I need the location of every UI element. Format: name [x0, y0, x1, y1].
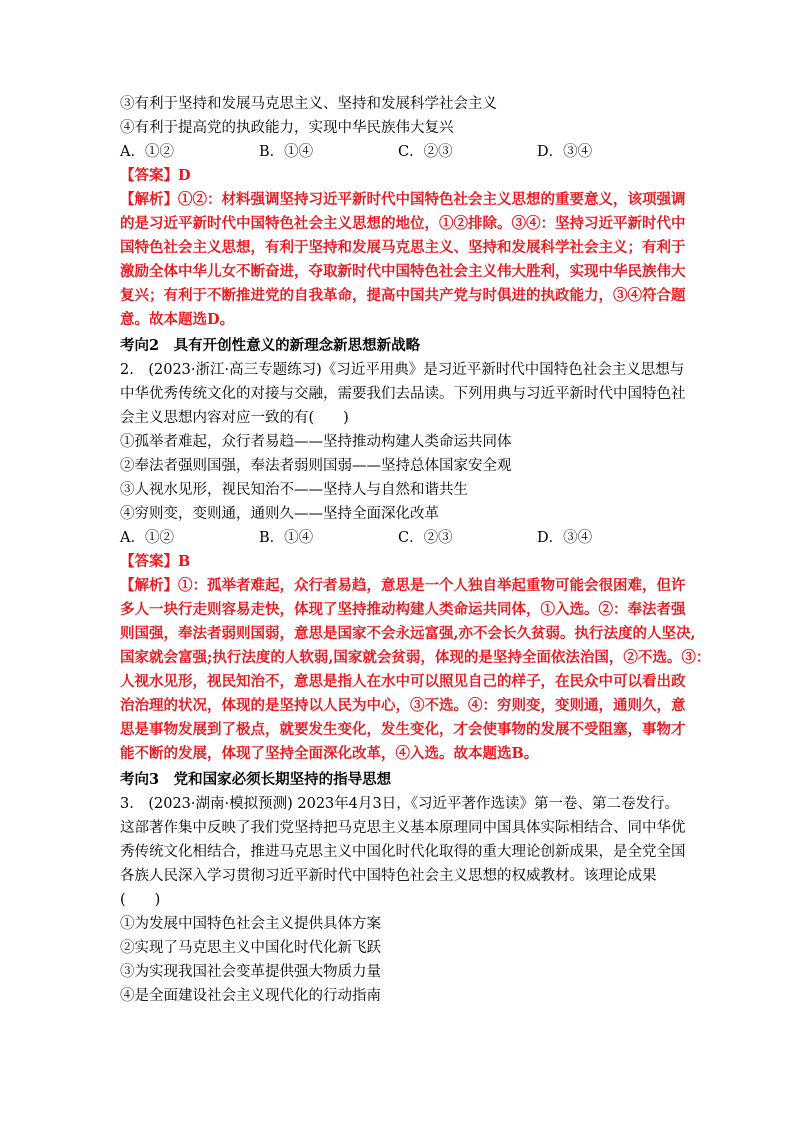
q2-answer-value: B — [178, 553, 191, 570]
q1-analysis-line: 意。故本题选D。 — [120, 311, 235, 328]
q2-choice-1: ①孤举者难起，众行者易趋——坚持推动构建人类命运共同体 — [120, 434, 512, 450]
section-3-title: 考向3 党和国家必须长期坚持的指导思想 — [120, 771, 392, 788]
q1-option-c: C．②③ — [398, 144, 453, 160]
q2-option-a: A．①② — [120, 530, 174, 546]
q1-answer — [120, 164, 682, 188]
q2-stem-line: 2. (2023·浙江·高三专题练习)《习近平用典》是习近平新时代中国特色社会主义思想与 — [120, 362, 685, 378]
q1-option-a: A．①② — [120, 144, 174, 160]
q1-answer-value: D — [178, 167, 191, 184]
q2-stem-line: 会主义思想内容对应一致的有( ) — [120, 410, 349, 426]
q2-analysis-line: 多人一块行走则容易走快，体现了坚持推动构建人类命运共同体，①入选。②：奉法者强 — [120, 601, 686, 618]
q2-option-c: C．②③ — [398, 530, 453, 546]
q1-choice-3: ③有利于坚持和发展马克思主义、坚持和发展科学社会主义 — [120, 96, 497, 112]
q3-stem-line: 这部著作集中反映了我们党坚持把马克思主义基本原理同中国具体实际相结合、同中华优 — [120, 820, 686, 836]
q3-stem-line: 各族人民深入学习贯彻习近平新时代中国特色社会主义思想的权威教材。该理论成果 — [120, 868, 657, 884]
q2-analysis-label: 【解析】 — [120, 577, 178, 594]
q1-analysis-line: 复兴；有利于不断推进党的自我革命，提高中国共产党与时俱进的执政能力，③④符合题 — [120, 287, 686, 304]
q2-analysis-line: 思是事物发展到了极点，就要发生变化，发生变化，才会使事物的发展不受阻塞，事物才 — [120, 721, 686, 738]
document-page — [120, 92, 711, 1008]
q3-choice-1: ①为发展中国特色社会主义提供具体方案 — [120, 916, 381, 932]
q2-options — [120, 526, 682, 550]
q3-stem-line: ( ) — [120, 892, 161, 908]
q1-analysis — [120, 188, 686, 332]
q1-answer-label: 【答案】 — [120, 167, 178, 184]
q1-option-b: B．①④ — [259, 144, 314, 160]
q2-analysis-line: ①：孤举者难起，众行者易趋，意思是一个人独自举起重物可能会很困难，但许 — [178, 577, 686, 594]
q2-answer-label: 【答案】 — [120, 553, 178, 570]
q1-options — [120, 140, 682, 164]
q2-analysis-line: 则国强，奉法者弱则国弱，意思是国家不会永远富强,亦不会长久贫弱。执行法度的人坚决, — [120, 625, 696, 642]
q2-stem-line: 中华优秀传统文化的对接与交融，需要我们去品读。下列用典与习近平新时代中国特色社 — [120, 386, 686, 402]
q3-choice-3: ③为实现我国社会变革提供强大物质力量 — [120, 964, 381, 980]
q2-choice-3: ③人视水见形，视民知治不——坚持人与自然和谐共生 — [120, 482, 468, 498]
section-2-title: 考向2 具有开创性意义的新理念新思想新战略 — [120, 337, 421, 354]
q2-analysis — [120, 574, 711, 766]
q1-option-d: D．③④ — [537, 144, 593, 160]
q1-choice-4: ④有利于提高党的执政能力，实现中华民族伟大复兴 — [120, 120, 454, 136]
q2-analysis-line: 治治理的状况，体现的是坚持以人民为中心，③不选。④：穷则变，变则通，通则久，意 — [120, 697, 686, 714]
q3-choice-2: ②实现了马克思主义中国化时代化新飞跃 — [120, 940, 381, 956]
q1-analysis-label: 【解析】 — [120, 191, 178, 208]
q1-analysis-line: ①②：材料强调坚持习近平新时代中国特色社会主义思想的重要意义，该项强调 — [178, 191, 686, 208]
q2-choice-2: ②奉法者强则国强，奉法者弱则国弱——坚持总体国家安全观 — [120, 458, 512, 474]
q3-stem-line: 3. (2023·湖南·模拟预测) 2023年4月3日，《习近平著作选读》第一卷、第二卷发行。 — [120, 796, 679, 812]
q1-analysis-line: 的是习近平新时代中国特色社会主义思想的地位，①②排除。③④：坚持习近平新时代中 — [120, 215, 686, 232]
q3-stem-line: 秀传统文化相结合，推进马克思主义中国化时代化取得的重大理论创新成果，是全党全国 — [120, 844, 686, 860]
q2-analysis-line: 能不断的发展，体现了坚持全面深化改革，④入选。故本题选B。 — [120, 745, 539, 762]
q3-choice-4: ④是全面建设社会主义现代化的行动指南 — [120, 988, 381, 1004]
q1-analysis-line: 国特色社会主义思想，有利于坚持和发展马克思主义、坚持和发展科学社会主义；有利于 — [120, 239, 686, 256]
q1-analysis-line: 激励全体中华儿女不断奋进，夺取新时代中国特色社会主义伟大胜利，实现中华民族伟大 — [120, 263, 686, 280]
q2-choice-4: ④穷则变，变则通，通则久——坚持全面深化改革 — [120, 506, 439, 522]
q2-analysis-line: 国家就会富强;执行法度的人软弱,国家就会贫弱，体现的是坚持全面依法治国，②不选。③： — [120, 649, 711, 666]
q2-answer — [120, 550, 682, 574]
q2-analysis-line: 人视水见形，视民知治不，意思是指人在水中可以照见自己的样子，在民众中可以看出政 — [120, 673, 686, 690]
q2-option-d: D．③④ — [537, 530, 593, 546]
q2-option-b: B．①④ — [259, 530, 314, 546]
